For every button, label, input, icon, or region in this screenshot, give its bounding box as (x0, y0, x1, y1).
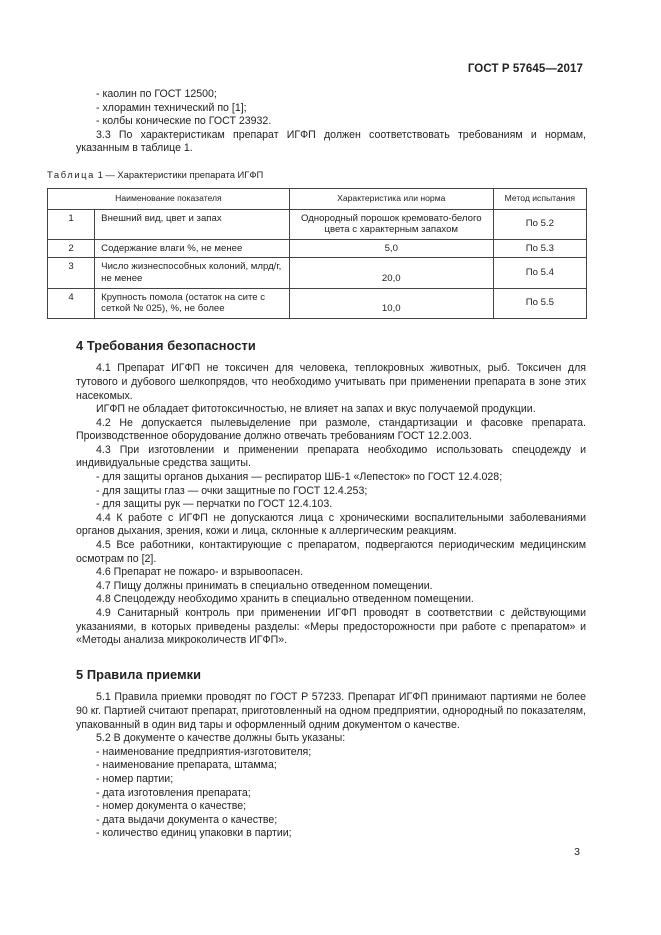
row-indicator: Внешний вид, цвет и запах (95, 209, 290, 239)
paragraph: ИГФП не обладает фитотоксичностью, не влияет на запах и вкус получаемой продукции. (96, 403, 536, 416)
column-header-method: Метод испытания (493, 188, 586, 209)
document-header-id: ГОСТ Р 57645—2017 (467, 63, 583, 75)
row-value: 5,0 (289, 239, 493, 258)
row-value: 20,0 (289, 258, 493, 288)
list-item: - наименование препарата, штамма; (96, 759, 277, 772)
table-row (48, 258, 587, 288)
row-value: Однородный порошок кремовато-белого цвета с характерным запахом (289, 209, 493, 239)
list-item: - для защиты органов дыхания — респиратор ШБ-1 «Лепесток» по ГОСТ 12.4.028; (96, 471, 503, 484)
paragraph: 5.2 В документе о качестве должны быть указаны: (96, 732, 346, 745)
section-5-title: 5 Правила приемки (76, 666, 202, 682)
paragraph-3-3: 3.3 По характеристикам препарат ИГФП должен соответствовать требованиям и нормам, указанным в таблице 1. (76, 128, 586, 155)
paragraph: 4.8 Спецодежду необходимо хранить в специально отведенном помещении. (96, 593, 474, 606)
table-row (48, 209, 587, 239)
row-indicator: Крупность помола (остаток на сите с сеткой № 025), %, не более (95, 288, 290, 318)
table-caption-text: 1 — Характеристики препарата ИГФП (97, 168, 264, 180)
row-method: По 5.4 (493, 258, 586, 288)
row-number: 2 (48, 239, 95, 258)
list-item: - хлорамин технический по [1]; (96, 101, 247, 114)
paragraph: 4.4 К работе с ИГФП не допускаются лица с хроническими воспалительными заболеваниями органов дыхания, зрения, кожи и лица, склонные к аллергическим реакциям. (76, 511, 586, 538)
column-header-name: Наименование показателя (48, 188, 290, 209)
section-4-title: 4 Требования безопасности (76, 337, 256, 353)
row-method: По 5.2 (493, 209, 586, 239)
paragraph: 4.5 Все работники, контактирующие с препаратом, подвергаются периодическим медицинским осмотрам по [2]. (76, 539, 586, 565)
paragraph: 4.2 Не допускается пылевыделение при размоле, стандартизации и фасовке препарата. Производственное оборудование должно отвечать требованиям ГОСТ 12.2.003. (76, 416, 586, 443)
page-number: 3 (574, 846, 580, 858)
characteristics-table (47, 188, 587, 319)
row-number: 3 (48, 258, 95, 288)
list-item: - колбы конические по ГОСТ 23932. (96, 115, 272, 128)
paragraph: 4.9 Санитарный контроль при применении ИГФП проводят в соответствии с действующими указаниями, в которых приведены разделы: «Меры предосторожности при работе с препаратом» и «Методы анализа микроколичеств ИГФП». (76, 607, 586, 647)
row-indicator: Содержание влаги %, не менее (95, 239, 290, 258)
paragraph: 4.6 Препарат не пожаро- и взрывоопасен. (96, 566, 304, 579)
paragraph: 4.1 Препарат ИГФП не токсичен для человека, теплокровных животных, рыб. Токсичен для тутового и дубового шелкопрядов, что необходимо учитывать при применении препарата в зоне этих насекомых. (76, 362, 586, 402)
list-item: - для защиты рук — перчатки по ГОСТ 12.4.103. (96, 498, 333, 511)
table-row (48, 288, 587, 318)
paragraph: 4.7 Пищу должны принимать в специально отведенном помещении. (96, 579, 433, 592)
row-number: 1 (48, 209, 95, 239)
table-row (48, 239, 587, 258)
list-item: - дата выдачи документа о качестве; (96, 813, 278, 826)
table-caption (47, 168, 586, 182)
row-method: По 5.3 (493, 239, 586, 258)
list-item: - наименование предприятия-изготовителя; (96, 745, 312, 758)
column-header-value: Характеристика или норма (289, 188, 493, 209)
list-item: - дата изготовления препарата; (96, 786, 251, 799)
list-item: - для защиты глаз — очки защитные по ГОСТ 12.4.253; (96, 484, 368, 497)
paragraph: 5.1 Правила приемки проводят по ГОСТ Р 57233. Препарат ИГФП принимают партиями не более 90 кг. Партией считают препарат, приготовленный на одном предприятии, однородный по показателям, упакованный в один вид тары и оформленный одним документом о качестве. (76, 691, 586, 731)
list-item: - количество единиц упаковки в партии; (96, 827, 292, 840)
list-item: - номер партии; (96, 772, 174, 785)
paragraph: 4.3 При изготовлении и применении препарата необходимо использовать спецодежду и индивидуальные средства защиты. (76, 443, 586, 470)
row-value: 10,0 (289, 288, 493, 318)
list-item: - каолин по ГОСТ 12500; (96, 88, 217, 100)
row-indicator: Число жизнеспособных колоний, млрд/г, не менее (95, 258, 290, 288)
table-caption-word: Таблица (47, 168, 95, 180)
page-content (47, 88, 586, 841)
row-number: 4 (48, 288, 95, 318)
row-method: По 5.5 (493, 288, 586, 318)
table-header-row (48, 188, 587, 209)
list-item: - номер документа о качестве; (96, 800, 247, 813)
